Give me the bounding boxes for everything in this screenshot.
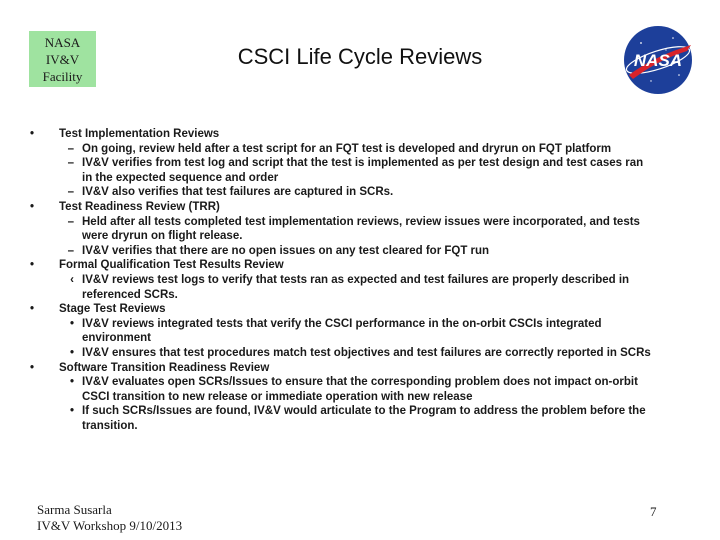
- slide-title: CSCI Life Cycle Reviews: [237, 44, 483, 69]
- footer-author: Sarma Susarla: [37, 502, 112, 517]
- sub-list-item-text: IV&V ensures that test procedures match test objectives and test failures are correctly reported in SCRs: [82, 346, 651, 359]
- list-item: [24, 361, 664, 376]
- sub-list-item-text: IV&V also verifies that test failures are captured in SCRs.: [82, 186, 394, 199]
- page-number: 7: [650, 504, 657, 519]
- sub-list-item: [24, 142, 664, 157]
- footer-event: IV&V Workshop 9/10/2013: [37, 518, 183, 533]
- sub-list-item: [24, 317, 664, 346]
- sub-bullet-marker: –: [67, 215, 74, 228]
- sub-bullet-marker: –: [67, 244, 74, 257]
- bullet-marker: •: [30, 361, 35, 374]
- bullet-marker: •: [30, 259, 35, 272]
- facility-line-1: NASA: [44, 34, 81, 50]
- sub-bullet-marker: ‹: [70, 273, 74, 286]
- sub-bullet-marker: •: [69, 405, 74, 418]
- sub-list-item-text: IV&V reviews test logs to verify that tests ran as expected and test failures are properly described in referenced SCRs.: [82, 273, 630, 301]
- sub-list-item: [24, 375, 664, 404]
- sub-bullet-marker: –: [67, 157, 74, 170]
- sub-bullet-marker: •: [69, 346, 74, 359]
- list-item: [24, 200, 664, 215]
- sub-list-item: [24, 156, 664, 185]
- list-item: [24, 258, 664, 273]
- sub-bullet-marker: •: [69, 376, 74, 389]
- sub-list-item-text: IV&V reviews integrated tests that verify the CSCI performance in the on-orbit CSCIs integrated environment: [82, 317, 602, 345]
- footer: [37, 502, 182, 534]
- sub-list-item-text: IV&V verifies from test log and script that the test is implemented as per test design and test cases ran in the expected sequence and order: [82, 157, 644, 184]
- list-item: [24, 302, 664, 317]
- sub-list-item-text: Held after all tests completed test implementation reviews, review issues were incorporated, and tests were dryrun on flight release.: [82, 215, 640, 243]
- sub-list-item: [24, 244, 664, 259]
- svg-text:NASA: NASA: [633, 51, 683, 70]
- sub-list-item: [24, 185, 664, 200]
- list-item-heading: Stage Test Reviews: [59, 303, 166, 316]
- sub-list-item-text: IV&V verifies that there are no open issues on any test cleared for FQT run: [82, 244, 490, 257]
- review-list: [24, 127, 664, 433]
- facility-line-3: Facility: [42, 68, 83, 84]
- sub-bullet-marker: •: [69, 317, 74, 330]
- bullet-marker: •: [30, 128, 35, 140]
- sub-list-item-text: If such SCRs/Issues are found, IV&V would articulate to the Program to address the problem before the transition.: [82, 405, 646, 432]
- sub-list-item-text: IV&V evaluates open SCRs/Issues to ensure that the corresponding problem does not impact on-orbit CSCI transition to new release or immediate operation with new release: [82, 376, 638, 403]
- list-item-heading: Test Implementation Reviews: [59, 128, 220, 140]
- sub-list-item: [24, 273, 664, 302]
- nasa-logo: [621, 23, 695, 97]
- facility-line-2: IV&V: [45, 51, 80, 67]
- bullet-marker: •: [30, 200, 35, 213]
- list-item-heading: Software Transition Readiness Review: [59, 361, 270, 374]
- sub-list-item-text: On going, review held after a test script for an FQT test is developed and dryrun on FQT platform: [82, 142, 612, 155]
- sub-bullet-marker: –: [67, 186, 74, 199]
- list-item-heading: Test Readiness Review (TRR): [59, 200, 220, 213]
- list-item-heading: Formal Qualification Test Results Review: [59, 259, 284, 272]
- bullet-marker: •: [30, 303, 35, 316]
- sub-list-item: [24, 215, 664, 244]
- list-item: [24, 127, 664, 142]
- sub-list-item: [24, 346, 664, 361]
- sub-bullet-marker: –: [67, 142, 74, 155]
- facility-label: [29, 31, 96, 87]
- sub-list-item: [24, 404, 664, 433]
